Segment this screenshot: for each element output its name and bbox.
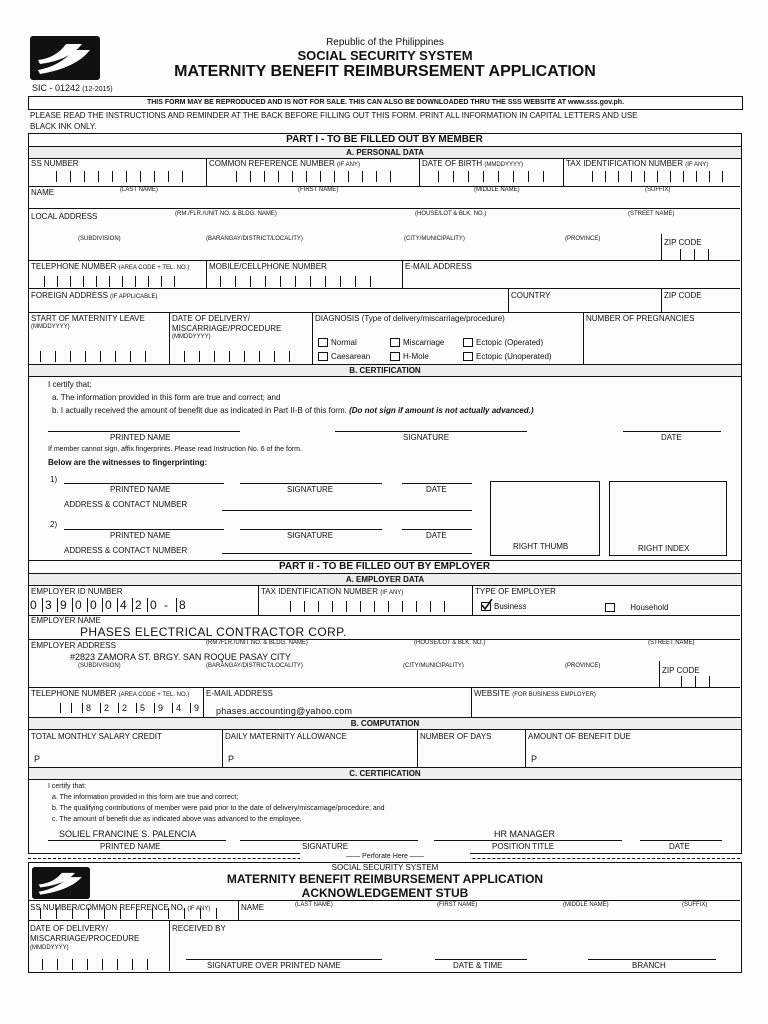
fingerprint-note: If member cannot sign, affix fingerprints. Please read Instruction No. 6 of the form. [48, 446, 302, 453]
instruction-line-1: PLEASE READ THE INSTRUCTIONS AND REMINDER AT THE BACK BEFORE FILLING OUT THIS FORM. PRINT ALL INFORMATION IN CAPITAL LETTERS AND USE [30, 111, 638, 120]
stub-signature-label: SIGNATURE OVER PRINTED NAME [207, 961, 341, 970]
employer-type-label: TYPE OF EMPLOYER [475, 587, 556, 596]
employer-certification-header: C. CERTIFICATION [28, 767, 742, 780]
member-printed-name-label: PRINTED NAME [110, 433, 171, 442]
employer-rm-flr-hint: (RM./FLR./UNIT NO. & BLDG. NAME) [206, 640, 308, 646]
witness-1-date-label: DATE [426, 485, 447, 494]
crn-field[interactable] [236, 171, 391, 182]
stub-first-name-hint: (FIRST NAME) [437, 902, 478, 908]
name-label: NAME [31, 188, 55, 197]
employer-address-value[interactable]: #2823 ZAMORA ST. BRGY. SAN ROQUE PASAY CITY [70, 652, 291, 662]
employer-house-lot-hint: (HOUSE/LOT & BLK. NO.) [414, 640, 486, 646]
witness-2-number: 2) [50, 520, 58, 529]
option-ectopic-unoperated[interactable]: Ectopic (Unoperated) [463, 352, 552, 361]
member-date-label: DATE [661, 433, 682, 442]
last-name-hint: (LAST NAME) [120, 187, 158, 193]
stub-logo-icon [32, 867, 90, 899]
witnesses-heading: Below are the witnesses to fingerprinting: [48, 458, 208, 467]
witness-1-name-label: PRINTED NAME [110, 485, 171, 494]
delivery-label-1: DATE OF DELIVERY/ [172, 314, 250, 323]
employer-signature-label: SIGNATURE [302, 842, 349, 851]
employer-cert-b: b. The qualifying contributions of member were paid prior to the date of delivery/miscarriage/procedure; and [52, 805, 385, 812]
form-title: MATERNITY BENEFIT REIMBURSEMENT APPLICATION [174, 63, 596, 80]
dob-field[interactable] [438, 171, 544, 182]
stub-ss-crn-label: SS NUMBER/COMMON REFERENCE NO. (IF ANY) [30, 903, 211, 912]
member-signature-label: SIGNATURE [403, 433, 450, 442]
stub-name-label: NAME [241, 903, 265, 912]
sss-logo-icon [30, 36, 100, 80]
tmsc-label: TOTAL MONTHLY SALARY CREDIT [31, 732, 162, 741]
perforate-label: —— Perforate Here —— [300, 853, 470, 860]
diagnosis-label: DIAGNOSIS (Type of delivery/miscarriage/procedure) [315, 314, 505, 323]
employer-data-header: A. EMPLOYER DATA [28, 573, 742, 586]
middle-name-hint: (MIDDLE NAME) [474, 187, 520, 193]
country-label: COUNTRY [511, 291, 551, 300]
stub-last-name-hint: (LAST NAME) [295, 902, 333, 908]
employer-subdivision-hint: (SUBDIVISION) [78, 663, 121, 669]
amount-label: AMOUNT OF BENEFIT DUE [528, 732, 631, 741]
normal-checkbox[interactable] [318, 338, 328, 347]
member-cert-a: a. The information provided in this form are true and correct; and [52, 393, 281, 402]
employer-email-label: E-MAIL ADDRESS [206, 689, 273, 698]
suffix-hint: (SUFFIX) [645, 187, 671, 193]
mobile-label: MOBILE/CELLPHONE NUMBER [209, 262, 327, 271]
ectopic-unoperated-checkbox[interactable] [463, 352, 473, 361]
delivery-format: (MMDDYYYY) [172, 334, 211, 340]
province-hint: (PROVINCE) [565, 236, 601, 242]
stub-branch-label: BRANCH [632, 961, 666, 970]
employer-cert-a: a. The information provided in this form are true and correct; [52, 794, 239, 801]
option-caesarean[interactable]: Caesarean [318, 352, 370, 361]
reproduction-notice: THIS FORM MAY BE REPRODUCED AND IS NOT FOR SALE. THIS CAN ALSO BE DOWNLOADED THRU THE SSS WEBSITE AT www.sss.gov.ph. [28, 96, 743, 110]
computation-header: B. COMPUTATION [28, 717, 742, 730]
website-label: WEBSITE (FOR BUSINESS EMPLOYER) [474, 689, 596, 698]
stub-date-time-label: DATE & TIME [453, 961, 503, 970]
street-hint: (STREET NAME) [628, 211, 675, 217]
stub-suffix-hint: (SUFFIX) [682, 902, 708, 908]
stub-middle-name-hint: (MIDDLE NAME) [563, 902, 609, 908]
option-miscarriage[interactable]: Miscarriage [390, 338, 444, 347]
personal-data-header: A. PERSONAL DATA [28, 146, 742, 159]
witness-2-date-label: DATE [426, 531, 447, 540]
pregnancies-label: NUMBER OF PREGNANCIES [586, 314, 695, 323]
employer-zip-label: ZIP CODE [662, 666, 700, 675]
part2-title: PART II - TO BE FILLED OUT BY EMPLOYER [278, 561, 491, 572]
checkmark-icon [481, 599, 493, 611]
employer-street-hint: (STREET NAME) [648, 640, 695, 646]
zip-label: ZIP CODE [664, 238, 702, 247]
ectopic-operated-checkbox[interactable] [463, 338, 473, 347]
employer-printed-name-label: PRINTED NAME [100, 842, 161, 851]
type-household[interactable]: Household [605, 603, 668, 612]
option-normal[interactable]: Normal [318, 338, 357, 347]
delivery-label-2: MISCARRIAGE/PROCEDURE [172, 324, 282, 333]
option-hmole[interactable]: H-Mole [390, 352, 429, 361]
stub-agency-name: SOCIAL SECURITY SYSTEM [331, 863, 439, 872]
certification-header: B. CERTIFICATION [28, 364, 742, 377]
business-checkbox[interactable] [481, 602, 491, 611]
employer-position-label: POSITION TITLE [492, 842, 555, 851]
dma-peso-sign: P [228, 754, 235, 764]
employer-name-value[interactable]: PHASES ELECTRICAL CONTRACTOR CORP. [80, 625, 347, 639]
city-hint: (CITY/MUNICIPALITY) [404, 236, 465, 242]
right-thumb-label: RIGHT THUMB [513, 542, 569, 551]
mobile-field[interactable] [220, 276, 371, 287]
stub-ss-crn-field[interactable] [40, 908, 217, 919]
house-lot-hint: (HOUSE/LOT & BLK. NO.) [415, 211, 487, 217]
witness-1-signature-label: SIGNATURE [287, 485, 334, 494]
household-checkbox[interactable] [605, 603, 615, 612]
employer-tin-label: TAX IDENTIFICATION NUMBER (IF ANY) [261, 587, 404, 596]
stub-delivery-label-2: MISCARRIAGE/PROCEDURE [30, 934, 140, 943]
part1-title: PART I - TO BE FILLED OUT BY MEMBER [286, 134, 483, 145]
subdivision-hint: (SUBDIVISION) [78, 236, 121, 242]
tmsc-peso-sign: P [34, 754, 41, 764]
employer-tin-field[interactable] [290, 601, 445, 612]
employer-date-label: DATE [669, 842, 690, 851]
employer-email-value[interactable]: phases.accounting@yahoo.com [216, 706, 353, 716]
witness-1-number: 1) [50, 475, 58, 484]
days-label: NUMBER OF DAYS [420, 732, 492, 741]
form-code: SIC - 01242 (12-2015) [32, 83, 113, 93]
ss-number-label: SS NUMBER [31, 159, 79, 168]
employer-position-value[interactable]: HR MANAGER [494, 829, 556, 839]
stub-delivery-format: (MMDDYYYY) [30, 945, 69, 951]
option-ectopic-operated[interactable]: Ectopic (Operated) [463, 338, 543, 347]
start-leave-label: START OF MATERNITY LEAVE [31, 314, 145, 323]
start-leave-format: (MMDDYYYY) [31, 324, 70, 330]
witness-1-address-label: ADDRESS & CONTACT NUMBER [64, 500, 188, 509]
type-business[interactable]: Business [481, 602, 526, 611]
agency-name: SOCIAL SECURITY SYSTEM [297, 48, 473, 63]
employer-telephone-field[interactable]: 8 2 2 5 9 4 9 [60, 703, 208, 713]
employer-zip-field[interactable] [681, 676, 710, 687]
foreign-address-label: FOREIGN ADDRESS (IF APPLICABLE) [31, 291, 158, 300]
employer-id-field[interactable]: 0 3 9 0 0 0 4 2 0 - 8 [30, 598, 191, 612]
delivery-date-field[interactable] [184, 351, 290, 362]
employer-id-label: EMPLOYER ID NUMBER [31, 587, 123, 596]
employer-certify-intro: I certify that: [48, 783, 87, 790]
member-cert-b: b. I actually received the amount of benefit due as indicated in Part II-B of this form. (Do not sign if amount is not actually advanced.) [52, 406, 534, 415]
witness-2-signature-label: SIGNATURE [287, 531, 334, 540]
local-address-label: LOCAL ADDRESS [31, 212, 98, 221]
witness-2-name-label: PRINTED NAME [110, 531, 171, 540]
crn-label: COMMON REFERENCE NUMBER (IF ANY) [209, 159, 361, 168]
telephone-field[interactable] [44, 276, 175, 287]
right-index-label: RIGHT INDEX [638, 544, 690, 553]
employer-signer-value[interactable]: SOLIEL FRANCINE S. PALENCIA [59, 829, 197, 839]
start-leave-field[interactable] [40, 351, 146, 362]
barangay-hint: (BARANGAY/DISTRICT/LOCALITY) [206, 236, 303, 242]
stub-title-1: MATERNITY BENEFIT REIMBURSEMENT APPLICATION [226, 872, 544, 886]
employer-barangay-hint: (BARANGAY/DISTRICT/LOCALITY) [206, 663, 303, 669]
stub-delivery-field[interactable] [42, 959, 148, 970]
stub-delivery-label-1: DATE OF DELIVERY/ [30, 924, 108, 933]
sss-logo [30, 36, 100, 80]
amount-peso-sign: P [531, 754, 538, 764]
witness-2-address-label: ADDRESS & CONTACT NUMBER [64, 546, 188, 555]
stub-title-2: ACKNOWLEDGEMENT STUB [301, 886, 469, 900]
email-label: E-MAIL ADDRESS [405, 262, 472, 271]
tin-label: TAX IDENTIFICATION NUMBER (IF ANY) [566, 159, 709, 168]
foreign-zip-label: ZIP CODE [664, 291, 702, 300]
ss-number-field[interactable] [56, 171, 183, 182]
republic-label: Republic of the Philippines [326, 37, 444, 48]
employer-cert-c: c. The amount of benefit due as indicated above was advanced to the employee. [52, 816, 302, 823]
dma-label: DAILY MATERNITY ALLOWANCE [225, 732, 347, 741]
caesarean-checkbox[interactable] [318, 352, 328, 361]
employer-address-label: EMPLOYER ADDRESS [31, 641, 116, 650]
hmole-checkbox[interactable] [390, 352, 400, 361]
employer-name-label: EMPLOYER NAME [31, 616, 101, 625]
first-name-hint: (FIRST NAME) [298, 187, 339, 193]
dob-label: DATE OF BIRTH (MMDDYYYY) [422, 159, 524, 168]
employer-province-hint: (PROVINCE) [565, 663, 601, 669]
instruction-line-2: BLACK INK ONLY. [30, 122, 97, 131]
miscarriage-checkbox[interactable] [390, 338, 400, 347]
employer-telephone-label: TELEPHONE NUMBER (AREA CODE + TEL. NO.) [31, 689, 190, 698]
employer-city-hint: (CITY/MUNICIPALITY) [403, 663, 464, 669]
stub-received-by-label: RECEIVED BY [172, 924, 226, 933]
tin-field[interactable] [592, 171, 723, 182]
member-certify-intro: I certify that: [48, 380, 92, 389]
telephone-label: TELEPHONE NUMBER (AREA CODE + TEL. NO.) [31, 262, 190, 271]
stub-sss-logo [32, 867, 90, 899]
rm-flr-hint: (RM./FLR./UNIT NO. & BLDG. NAME) [175, 211, 277, 217]
zip-field[interactable] [680, 249, 709, 260]
